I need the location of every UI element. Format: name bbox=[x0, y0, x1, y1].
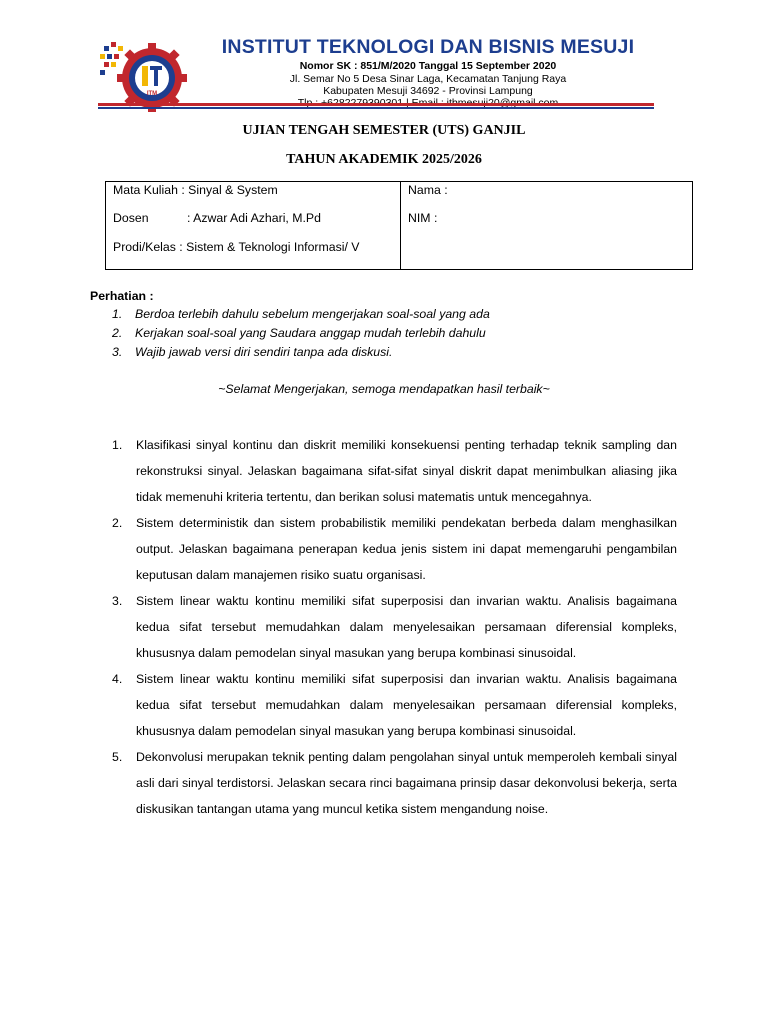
question-item bbox=[112, 510, 677, 588]
academic-year: TAHUN AKADEMIK 2025/2026 bbox=[286, 152, 482, 167]
lecturer-row bbox=[113, 211, 321, 225]
question-text: Sistem deterministik dan sistem probabilistik memiliki pendekatan berbeda dalam menghasilkan output. Jelaskan bagaimana penerapan kedua jenis sistem ini dapat memengaruhi pengambilan keputusan dalam manajemen risiko suatu organisasi. bbox=[136, 516, 677, 582]
letterhead-divider-red bbox=[98, 103, 654, 106]
exam-title: UJIAN TENGAH SEMESTER (UTS) GANJIL bbox=[242, 123, 526, 138]
question-item bbox=[112, 588, 677, 666]
letterhead-divider-blue bbox=[98, 107, 654, 109]
student-identity-cell bbox=[401, 182, 692, 269]
name-field-label: Nama : bbox=[408, 183, 448, 197]
institution-name: INSTITUT TEKNOLOGI DAN BISNIS MESUJI bbox=[221, 36, 635, 58]
question-number: 4. bbox=[112, 672, 123, 686]
address-line-2: Kabupaten Mesuji 34692 - Provinsi Lampung bbox=[323, 85, 533, 97]
exam-page: ITM INSTITUT TEKNOLOGI DAN BISNIS MESUJI Nomor SK : 851/M/2020 Tanggal 15 September 2020 Jl. Semar No 5 Desa Sinar Laga, Kecamatan Tanjung Raya Kabupaten Mesuji 34692 - Provinsi Lampung UJIAN TENGAH SEMESTER (UTS) GANJIL TAHUN AKADEMIK 2025/2026 Mata Kuliah : Sinyal & System Dosen : Azwar Adi Azhari, M.Pd Prodi/Kelas : Sistem & Teknologi Informasi/ V Nama : NIM : Perhatian : 1. Berdoa terlebih dahulu sebelum mengerjakan soal-soal yang ada 2. Kerjakan soal-soal yang Saudara anggap mudah terlebih dahulu 3. Wajib jawab versi diri sendiri tanpa ada diskusi. ~Selamat Mengerjakan, semoga mendapatkan hasil terbaik~ 1. Klasifikasi sinyal kontinu dan diskrit memiliki konsekuensi penting terhadap teknik sampling dan rekonstruksi sinyal. Jelaskan bagaimana sifat-sifat sinyal diskrit dapat menimbulkan aliasing jika tidak memenuhi kriteria tertentu, dan berikan solusi matematis untuk mencegahnya. 2. Sistem deterministik dan sistem probabilistik memiliki pendekatan berbeda dalam menghasilkan output. Jelaskan bagaimana penerapan kedua jenis sistem ini dapat memengaruhi pengambilan keputusan dalam manajemen risiko suatu organisasi. 3. Sistem linear waktu kontinu memiliki sifat superposisi dan invarian waktu. Analisis bagaimana kedua sifat tersebut memudahkan dalam menyelesaikan persamaan diferensial kompleks, khususnya dalam pemodelan sinyal masukan yang berupa kombinasi sinusoidal. 4. Sistem linear waktu kontinu memiliki sifat superposisi dan invarian waktu. Analisis bagaimana kedua sifat tersebut memudahkan dalam menyelesaikan persamaan diferensial kompleks, khususnya dalam pemodelan sinyal masukan yang berupa kombinasi sinusoidal. 5. Dekonvolusi merupakan teknik penting dalam pengolahan sinyal untuk memperoleh kembali sinyal asli dari sinyal terdistorsi. Jelaskan secara rinci bagaimana prinsip dasar dekonvolusi bekerja, serta diskusikan tantangan utama yang muncul ketika sistem mengandung noise. bbox=[0, 0, 768, 1024]
question-item bbox=[112, 666, 677, 744]
question-text: Dekonvolusi merupakan teknik penting dalam pengolahan sinyal untuk memperoleh kembali sinyal asli dari sinyal terdistorsi. Jelaskan secara rinci bagaimana prinsip dasar dekonvolusi bekerja, serta diskusikan tantangan utama yang muncul ketika sistem mengandung noise. bbox=[136, 750, 677, 816]
address-line-1: Jl. Semar No 5 Desa Sinar Laga, Kecamatan Tanjung Raya bbox=[289, 73, 567, 85]
institution-logo bbox=[98, 40, 190, 112]
program-class: Prodi/Kelas : Sistem & Teknologi Informasi/ V bbox=[113, 240, 360, 254]
question-number: 3. bbox=[112, 594, 123, 608]
lecturer-label: Dosen bbox=[113, 211, 149, 225]
course-info-cell bbox=[106, 182, 401, 269]
sk-number: Nomor SK : 851/M/2020 Tanggal 15 September 2020 bbox=[299, 60, 557, 72]
question-item bbox=[112, 432, 677, 510]
course-name: Mata Kuliah : Sinyal & System bbox=[113, 183, 278, 197]
student-info-table bbox=[105, 181, 693, 270]
attention-heading: Perhatian : bbox=[90, 289, 154, 303]
question-item bbox=[112, 744, 677, 822]
greeting-text: ~Selamat Mengerjakan, semoga mendapatkan hasil terbaik~ bbox=[218, 382, 550, 396]
question-number: 5. bbox=[112, 750, 123, 764]
question-number: 1. bbox=[112, 438, 123, 452]
question-text: Klasifikasi sinyal kontinu dan diskrit memiliki konsekuensi penting terhadap teknik sampling dan rekonstruksi sinyal. Jelaskan bagaimana sifat-sifat sinyal diskrit dapat menimbulkan aliasing jika tidak memenuhi kriteria tertentu, dan berikan solusi matematis untuk mencegahnya. bbox=[136, 438, 677, 504]
nim-field-label: NIM : bbox=[408, 211, 438, 225]
question-number: 2. bbox=[112, 516, 123, 530]
svg-text:ITM: ITM bbox=[146, 91, 158, 97]
questions-list bbox=[112, 432, 677, 822]
question-text: Sistem linear waktu kontinu memiliki sifat superposisi dan invarian waktu. Analisis bagaimana kedua sifat tersebut memudahkan dalam menyelesaikan persamaan diferensial kompleks, khususnya dalam pemodelan sinyal masukan yang berupa kombinasi sinusoidal. bbox=[136, 594, 677, 660]
lecturer-value: : Azwar Adi Azhari, M.Pd bbox=[187, 211, 321, 225]
question-text: Sistem linear waktu kontinu memiliki sifat superposisi dan invarian waktu. Analisis bagaimana kedua sifat tersebut memudahkan dalam menyelesaikan persamaan diferensial kompleks, khususnya dalam pemodelan sinyal masukan yang berupa kombinasi sinusoidal. bbox=[136, 672, 677, 738]
letterhead bbox=[98, 36, 656, 112]
